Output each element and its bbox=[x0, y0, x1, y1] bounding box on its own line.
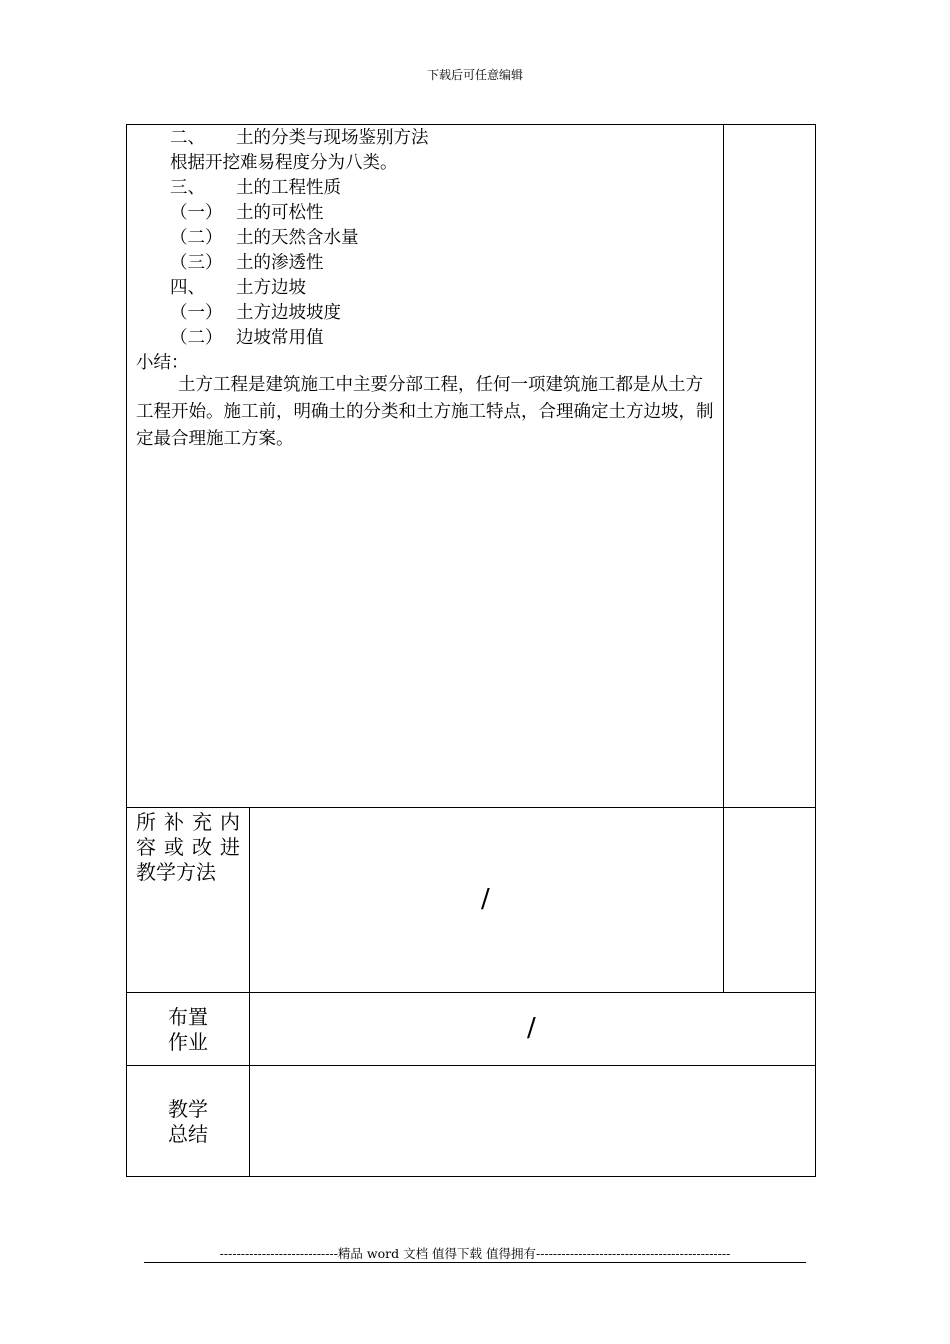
summary-label: 小结： bbox=[136, 353, 189, 373]
outline-line: 根据开挖难易程度分为八类。 bbox=[170, 153, 398, 173]
outline-line: （一） 土的可松性 bbox=[170, 203, 324, 223]
table-border-bottom bbox=[126, 1176, 816, 1177]
page-footer: ----------------------------精品 word 文档 值得下载 值得拥有---------------------------------------------- bbox=[219, 1246, 731, 1261]
footer-rule bbox=[144, 1262, 806, 1263]
row-divider-1 bbox=[126, 807, 816, 808]
table-border-left bbox=[126, 124, 127, 1177]
outline-line: （二） 土的天然含水量 bbox=[170, 228, 359, 248]
outline-line: （三） 土的渗透性 bbox=[170, 253, 324, 273]
row-divider-2 bbox=[126, 992, 816, 993]
row-divider-3 bbox=[126, 1065, 816, 1066]
supplement-label-line-3: 教学方法 bbox=[136, 860, 216, 884]
outline-line: （一） 土方边坡坡度 bbox=[170, 303, 341, 323]
table-border-top bbox=[126, 124, 816, 125]
summary-paragraph: 土方工程是建筑施工中主要分部工程，任何一项建筑施工都是从土方工程开始。施工前，明确土的分类和土方施工特点，合理确定土方边坡，制定最合理施工方案。 bbox=[136, 375, 714, 449]
homework-value: / bbox=[527, 1013, 536, 1043]
supplement-label bbox=[136, 810, 240, 885]
label-column-divider bbox=[249, 807, 250, 1177]
teaching-summary-label: 教学 总结 bbox=[168, 1097, 208, 1146]
column-divider-right bbox=[723, 124, 724, 993]
supplement-label-line-1: 所 补 充 内 bbox=[136, 810, 240, 834]
outline-line: 二、 土的分类与现场鉴别方法 bbox=[170, 128, 429, 148]
outline-line: 四、 土方边坡 bbox=[170, 278, 306, 298]
homework-label: 布置 作业 bbox=[168, 1005, 208, 1054]
outline-line: （二） 边坡常用值 bbox=[170, 328, 324, 348]
supplement-value: / bbox=[481, 884, 490, 914]
supplement-label-line-2: 容 或 改 进 bbox=[136, 835, 240, 859]
page-header: 下载后可任意编辑 bbox=[426, 68, 523, 82]
outline-line: 三、 土的工程性质 bbox=[170, 178, 341, 198]
table-border-right bbox=[815, 124, 816, 1177]
